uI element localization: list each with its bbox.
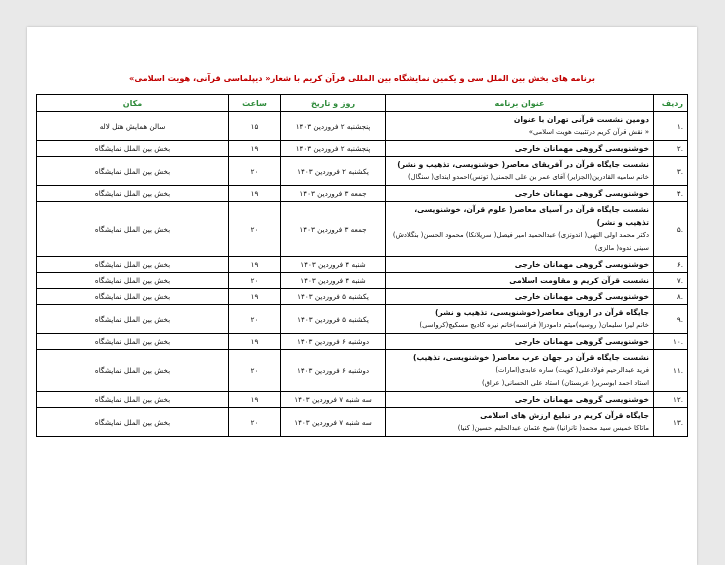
program-date: یکشنبه ۲ فروردین ۱۴۰۳ xyxy=(281,157,386,186)
table-row xyxy=(37,202,688,257)
program-title: خوشنویسی گروهی مهمانان خارجی xyxy=(514,144,649,153)
row-number: .۱۲ xyxy=(654,392,688,408)
row-number: .۸ xyxy=(654,289,688,305)
program-title: نشست جایگاه قرآن در جهان عرب معاصر( خوشنویسی، تذهیب) xyxy=(412,353,649,362)
program-title-cell xyxy=(386,392,654,408)
row-number: .۹ xyxy=(654,305,688,334)
program-title: خوشنویسی گروهی مهمانان خارجی xyxy=(514,395,649,404)
table-row xyxy=(37,141,688,157)
table-row xyxy=(37,334,688,350)
program-time: ۱۹ xyxy=(229,289,281,305)
table-row xyxy=(37,408,688,437)
program-title: نشست جایگاه قرآن در آسیای معاصر( علوم قرآن، خوشنویسی، تذهیب و نشر) xyxy=(414,205,649,227)
program-time: ۱۹ xyxy=(229,141,281,157)
program-title-cell xyxy=(386,202,654,257)
row-number: .۳ xyxy=(654,157,688,186)
document-title: برنامه های بخش بین الملل سی و یکمین نمایشگاه بین المللی قرآن کریم با شعار« دیپلماسی قرآنی، هویت اسلامی» xyxy=(129,73,595,83)
program-date: شنبه ۴ فروردین ۱۴۰۳ xyxy=(281,273,386,289)
program-place: سالن همایش هتل لاله xyxy=(37,112,229,141)
program-participants: خانم سامیه القادرین(الجزایر) آقای عمر بن علی الجمنی( تونس)احمدو ایندای( سنگال) xyxy=(407,173,649,181)
program-title-cell xyxy=(386,157,654,186)
table-row xyxy=(37,305,688,334)
program-title: نشست قرآن کریم و مقاومت اسلامی xyxy=(509,276,649,285)
program-time: ۱۹ xyxy=(229,392,281,408)
table-row xyxy=(37,289,688,305)
row-number: .۱۳ xyxy=(654,408,688,437)
header-place: مکان xyxy=(37,95,229,112)
program-place: بخش بین الملل نمایشگاه xyxy=(37,289,229,305)
row-number: .۶ xyxy=(654,257,688,273)
schedule-table xyxy=(36,94,688,437)
table-row xyxy=(37,257,688,273)
program-title-cell xyxy=(386,141,654,157)
program-place: بخش بین الملل نمایشگاه xyxy=(37,273,229,289)
header-row-number: ردیف xyxy=(654,95,688,112)
program-title: جایگاه قرآن در اروپای معاصر(خوشنویسی، تذهیب و نشر) xyxy=(434,308,649,317)
program-title: جایگاه قرآن کریم در تبلیغ ارزش های اسلامی xyxy=(480,411,649,420)
program-title: خوشنویسی گروهی مهمانان خارجی xyxy=(514,292,649,301)
program-time: ۲۰ xyxy=(229,202,281,257)
program-participants: فرید عبدالرحیم فولادعلی( کویت) ساره عابدی(امارات) xyxy=(495,366,649,374)
program-participants: ماتاکا خمیس سید محمد( تانزانیا) شیخ عثمان عبدالحلیم حسین( کنیا) xyxy=(457,424,649,432)
program-date: سه شنبه ۷ فروردین ۱۴۰۳ xyxy=(281,408,386,437)
program-participants: « نقش قرآن کریم درتثبیت هویت اسلامی» xyxy=(528,128,649,136)
program-place: بخش بین الملل نمایشگاه xyxy=(37,350,229,392)
program-title: خوشنویسی گروهی مهمانان خارجی xyxy=(514,337,649,346)
program-time: ۲۰ xyxy=(229,273,281,289)
program-participants: دکتر محمد اولی النهی( اندونزی) عبدالحمید امیر فیصل( سریلانکا) محمود الحسن( بنگلادش) سینی ندوه( مالزی) xyxy=(392,231,649,252)
table-row xyxy=(37,350,688,392)
table-row xyxy=(37,112,688,141)
program-time: ۲۰ xyxy=(229,157,281,186)
program-time: ۲۰ xyxy=(229,305,281,334)
program-title-cell xyxy=(386,305,654,334)
program-date: جمعه ۳ فروردین ۱۴۰۳ xyxy=(281,186,386,202)
table-row xyxy=(37,157,688,186)
program-title: نشست جایگاه قرآن در آفریقای معاصر( خوشنویسی، تذهیب و نشر) xyxy=(397,160,649,169)
program-title: خوشنویسی گروهی مهمانان خارجی xyxy=(514,260,649,269)
program-time: ۱۹ xyxy=(229,186,281,202)
program-place: بخش بین الملل نمایشگاه xyxy=(37,186,229,202)
program-title-cell xyxy=(386,186,654,202)
program-time: ۱۵ xyxy=(229,112,281,141)
table-row xyxy=(37,392,688,408)
program-date: یکشنبه ۵ فروردین ۱۴۰۳ xyxy=(281,289,386,305)
program-time: ۲۰ xyxy=(229,408,281,437)
header-date: روز و تاریخ xyxy=(281,95,386,112)
program-date: دوشنبه ۶ فروردین ۱۴۰۳ xyxy=(281,350,386,392)
program-place: بخش بین الملل نمایشگاه xyxy=(37,392,229,408)
program-place: بخش بین الملل نمایشگاه xyxy=(37,334,229,350)
table-row xyxy=(37,186,688,202)
program-time: ۱۹ xyxy=(229,334,281,350)
program-place: بخش بین الملل نمایشگاه xyxy=(37,141,229,157)
program-title-cell xyxy=(386,257,654,273)
row-number: .۵ xyxy=(654,202,688,257)
row-number: .۷ xyxy=(654,273,688,289)
program-title-cell xyxy=(386,334,654,350)
program-date: دوشنبه ۶ فروردین ۱۴۰۳ xyxy=(281,334,386,350)
table-row xyxy=(37,273,688,289)
program-title-cell xyxy=(386,408,654,437)
row-number: .۲ xyxy=(654,141,688,157)
program-place: بخش بین الملل نمایشگاه xyxy=(37,408,229,437)
program-date: سه شنبه ۷ فروردین ۱۴۰۳ xyxy=(281,392,386,408)
document-page xyxy=(27,27,697,565)
program-place: بخش بین الملل نمایشگاه xyxy=(37,257,229,273)
header-time: ساعت xyxy=(229,95,281,112)
row-number: .۱ xyxy=(654,112,688,141)
program-place: بخش بین الملل نمایشگاه xyxy=(37,202,229,257)
row-number: .۴ xyxy=(654,186,688,202)
program-place: بخش بین الملل نمایشگاه xyxy=(37,305,229,334)
program-date: یکشنبه ۵ فروردین ۱۴۰۳ xyxy=(281,305,386,334)
table-header-row xyxy=(37,95,688,112)
program-date: پنجشنبه ۲ فروردین ۱۴۰۳ xyxy=(281,112,386,141)
program-participants: خانم لیرا سلیمان( روسیه)میثم دامودزا( فرانسه)خانم نیره کادیچ مسکیچ(کرواسی) xyxy=(419,321,649,329)
program-title: خوشنویسی گروهی مهمانان خارجی xyxy=(514,189,649,198)
row-number: .۱۰ xyxy=(654,334,688,350)
header-program-title: عنوان برنامه xyxy=(386,95,654,112)
program-participants: استاد احمد ابوسریر( عربستان) استاد علی الحسانی( عراق) xyxy=(481,379,649,387)
program-date: شنبه ۴ فروردین ۱۴۰۳ xyxy=(281,257,386,273)
program-title: دومین نشست قرآنی تهران با عنوان xyxy=(513,115,649,124)
program-date: جمعه ۳ فروردین ۱۴۰۳ xyxy=(281,202,386,257)
program-title-cell xyxy=(386,350,654,392)
program-title-cell xyxy=(386,112,654,141)
program-time: ۲۰ xyxy=(229,350,281,392)
program-title-cell xyxy=(386,273,654,289)
program-title-cell xyxy=(386,289,654,305)
program-place: بخش بین الملل نمایشگاه xyxy=(37,157,229,186)
row-number: .۱۱ xyxy=(654,350,688,392)
program-time: ۱۹ xyxy=(229,257,281,273)
program-date: پنجشنبه ۲ فروردین ۱۴۰۳ xyxy=(281,141,386,157)
table-body xyxy=(37,112,688,437)
